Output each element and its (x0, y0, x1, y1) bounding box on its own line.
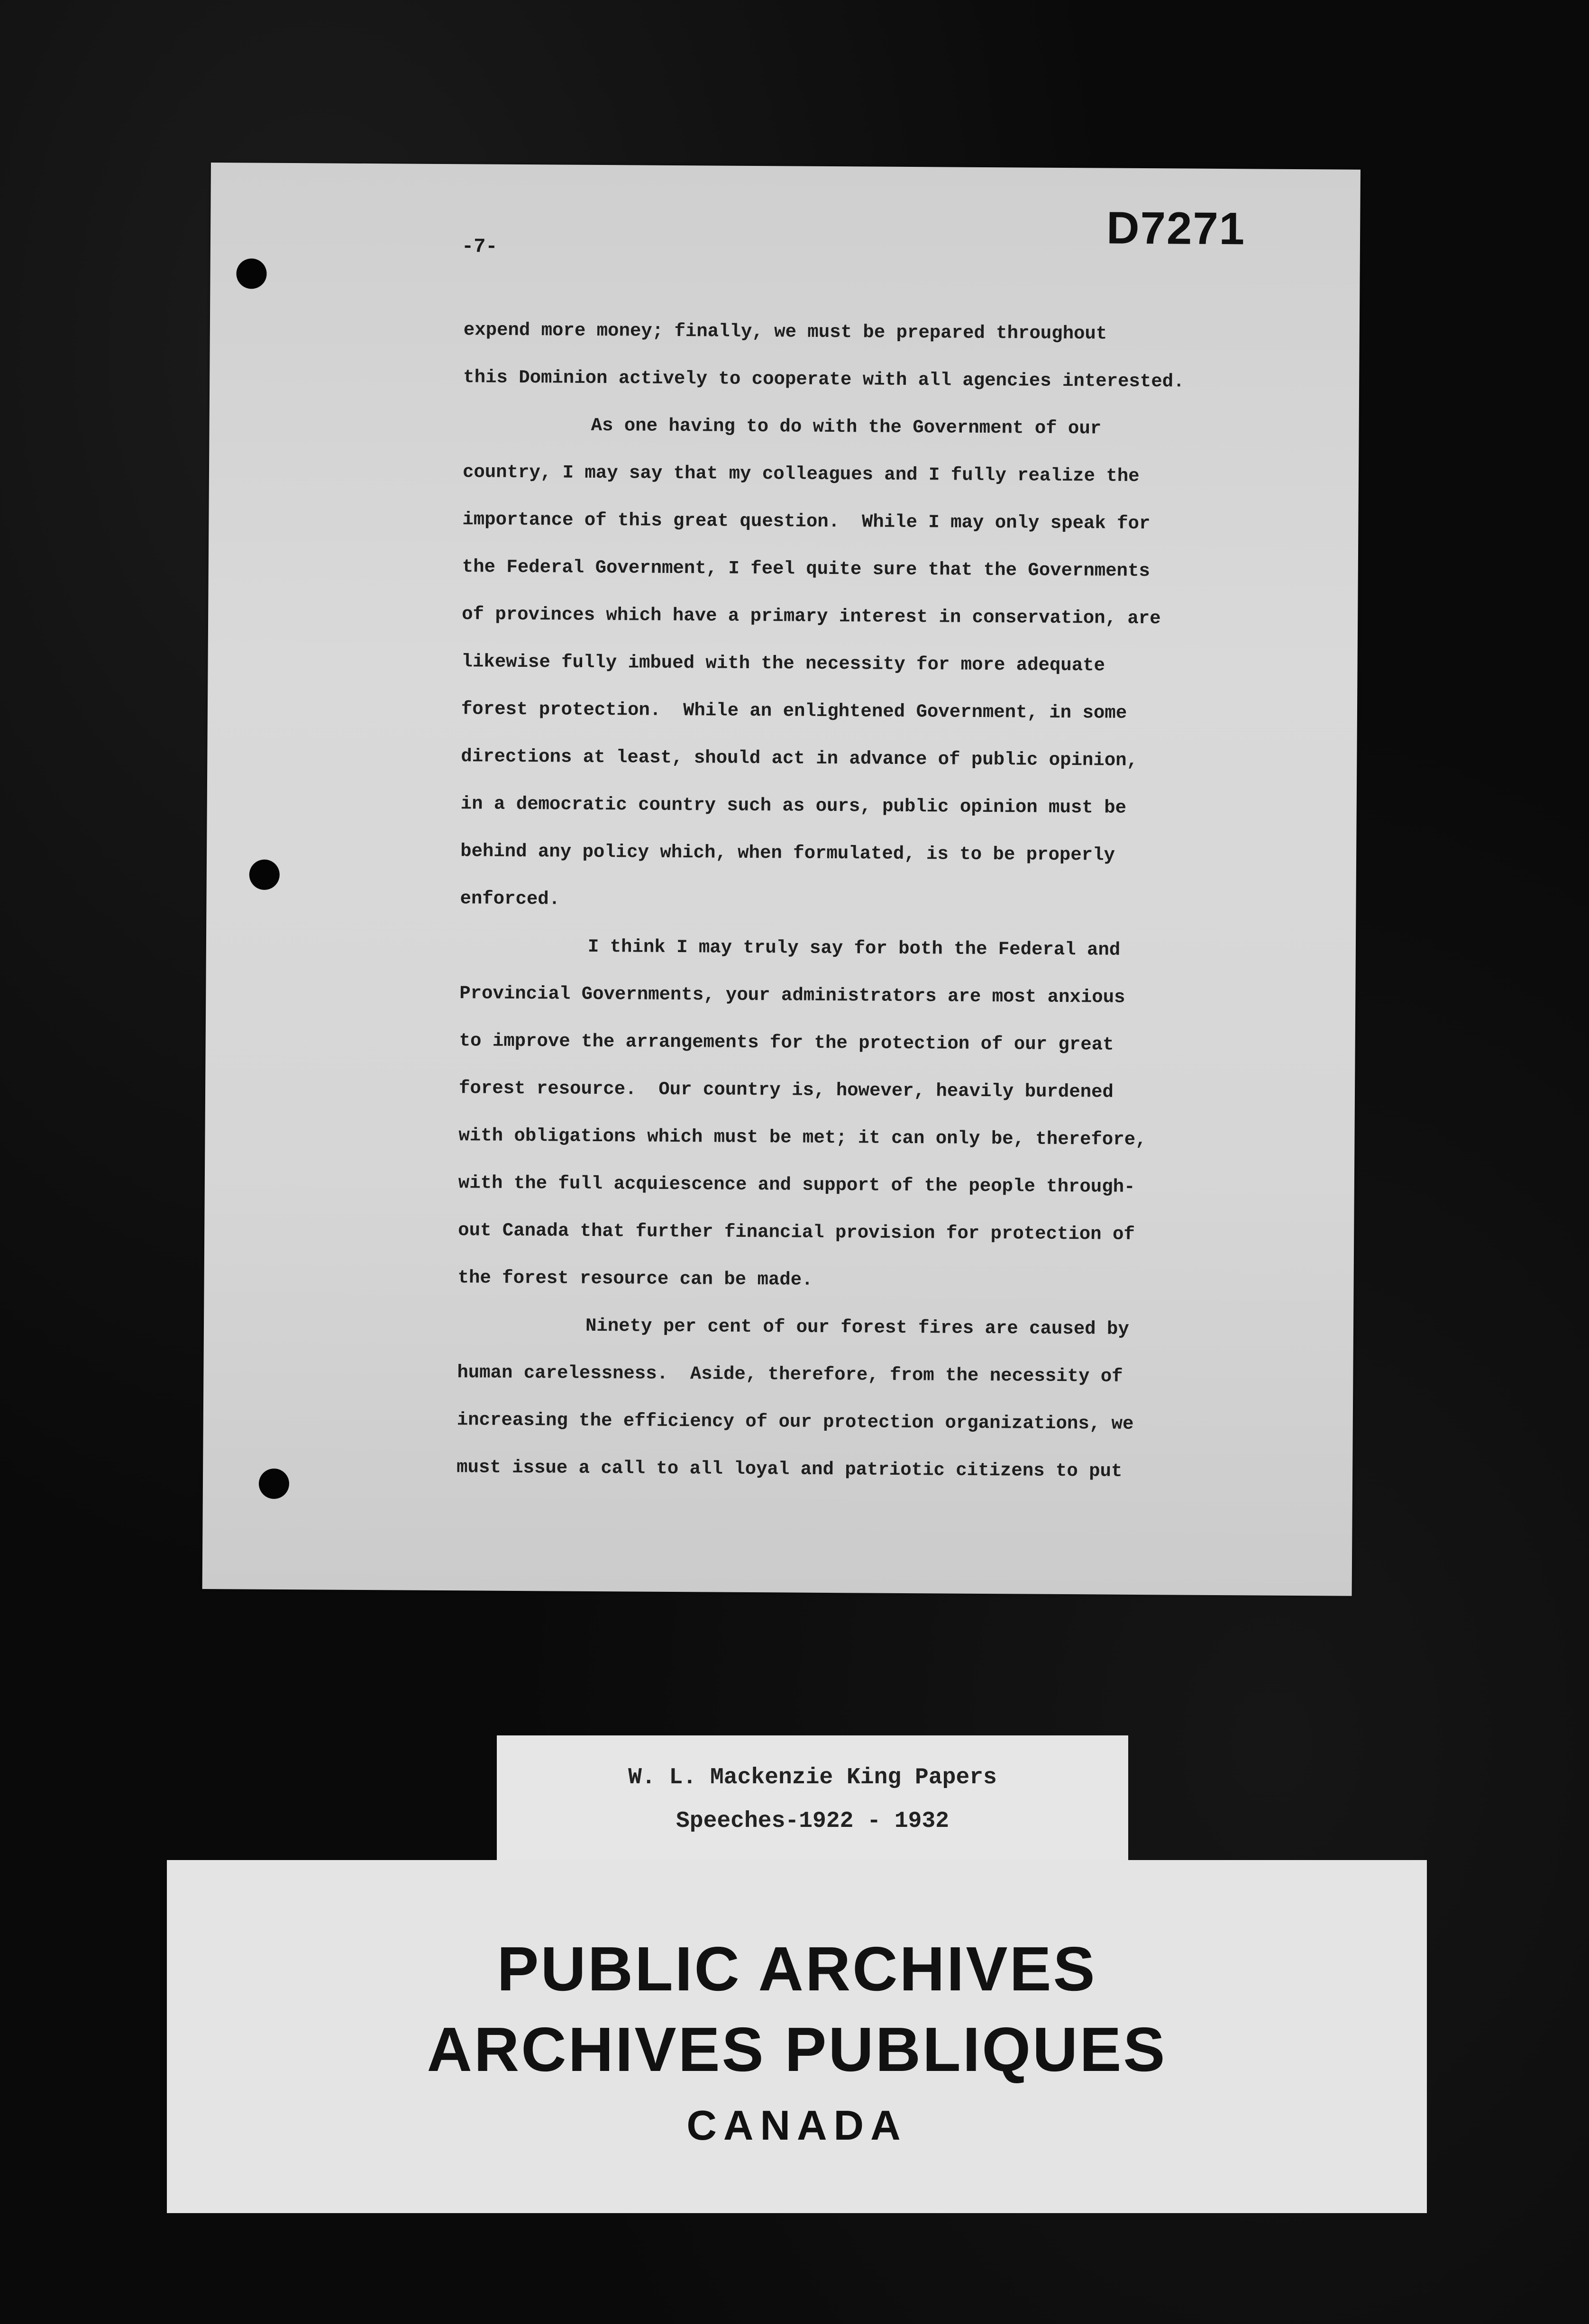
archives-label-french: ARCHIVES PUBLIQUES (427, 2015, 1167, 2084)
text-line: out Canada that further financial provision for protection of (458, 1220, 1135, 1245)
text-line: As one having to do with the Government of our (591, 415, 1102, 439)
archives-label-country: CANADA (686, 2102, 907, 2149)
text-line: likewise fully imbued with the necessity for more adequate (461, 651, 1105, 676)
text-line: behind any policy which, when formulated, is to be properly (460, 841, 1115, 866)
text-line: country, I may say that my colleagues and I fully realize the (462, 462, 1140, 487)
text-line: to improve the arrangements for the protection of our great (459, 1030, 1114, 1055)
text-line: forest resource. Our country is, however, heavily burdened (458, 1078, 1114, 1103)
text-line: the Federal Government, I feel quite sure that the Governments (462, 556, 1150, 582)
document-stamp-id: D7271 (1106, 202, 1246, 254)
punch-hole-middle (249, 860, 280, 890)
text-line: enforced. (460, 888, 560, 910)
collection-label-series: Speeches-1922 - 1932 (676, 1808, 950, 1834)
text-line: in a democratic country such as ours, public opinion must be (460, 793, 1127, 818)
text-line: Provincial Governments, your administrators are most anxious (459, 983, 1125, 1008)
text-line: of provinces which have a primary interest in conservation, are (462, 604, 1161, 629)
text-line: I think I may truly say for both the Federal and (587, 936, 1121, 961)
text-line: with obligations which must be met; it can only be, therefore, (458, 1125, 1147, 1151)
typed-page (202, 163, 1361, 1596)
text-line: forest protection. While an enlightened Government, in some (461, 699, 1127, 724)
page-number: -7- (461, 235, 498, 258)
typed-body-text (457, 306, 1326, 1496)
archives-label (167, 1860, 1427, 2213)
punch-hole-top (236, 258, 266, 289)
text-line: the forest resource can be made. (457, 1267, 813, 1290)
text-line: with the full acquiescence and support of the people through- (458, 1172, 1135, 1198)
text-line: directions at least, should act in advance of public opinion, (461, 746, 1138, 771)
text-line: Ninety per cent of our forest fires are caused by (585, 1315, 1129, 1340)
text-line: human carelessness. Aside, therefore, from the necessity of (457, 1362, 1123, 1387)
text-line: must issue a call to all loyal and patriotic citizens to put (457, 1457, 1123, 1482)
collection-label-name: W. L. Mackenzie King Papers (628, 1765, 997, 1790)
text-line: expend more money; finally, we must be prepared throughout (463, 319, 1107, 345)
archives-label-english: PUBLIC ARCHIVES (497, 1934, 1097, 2004)
punch-hole-bottom (259, 1469, 289, 1499)
text-line: increasing the efficiency of our protection organizations, we (457, 1409, 1134, 1434)
collection-label (497, 1735, 1128, 1861)
text-line: importance of this great question. While I may only speak for (462, 509, 1151, 535)
text-line: this Dominion actively to cooperate with all agencies interested. (463, 367, 1185, 392)
